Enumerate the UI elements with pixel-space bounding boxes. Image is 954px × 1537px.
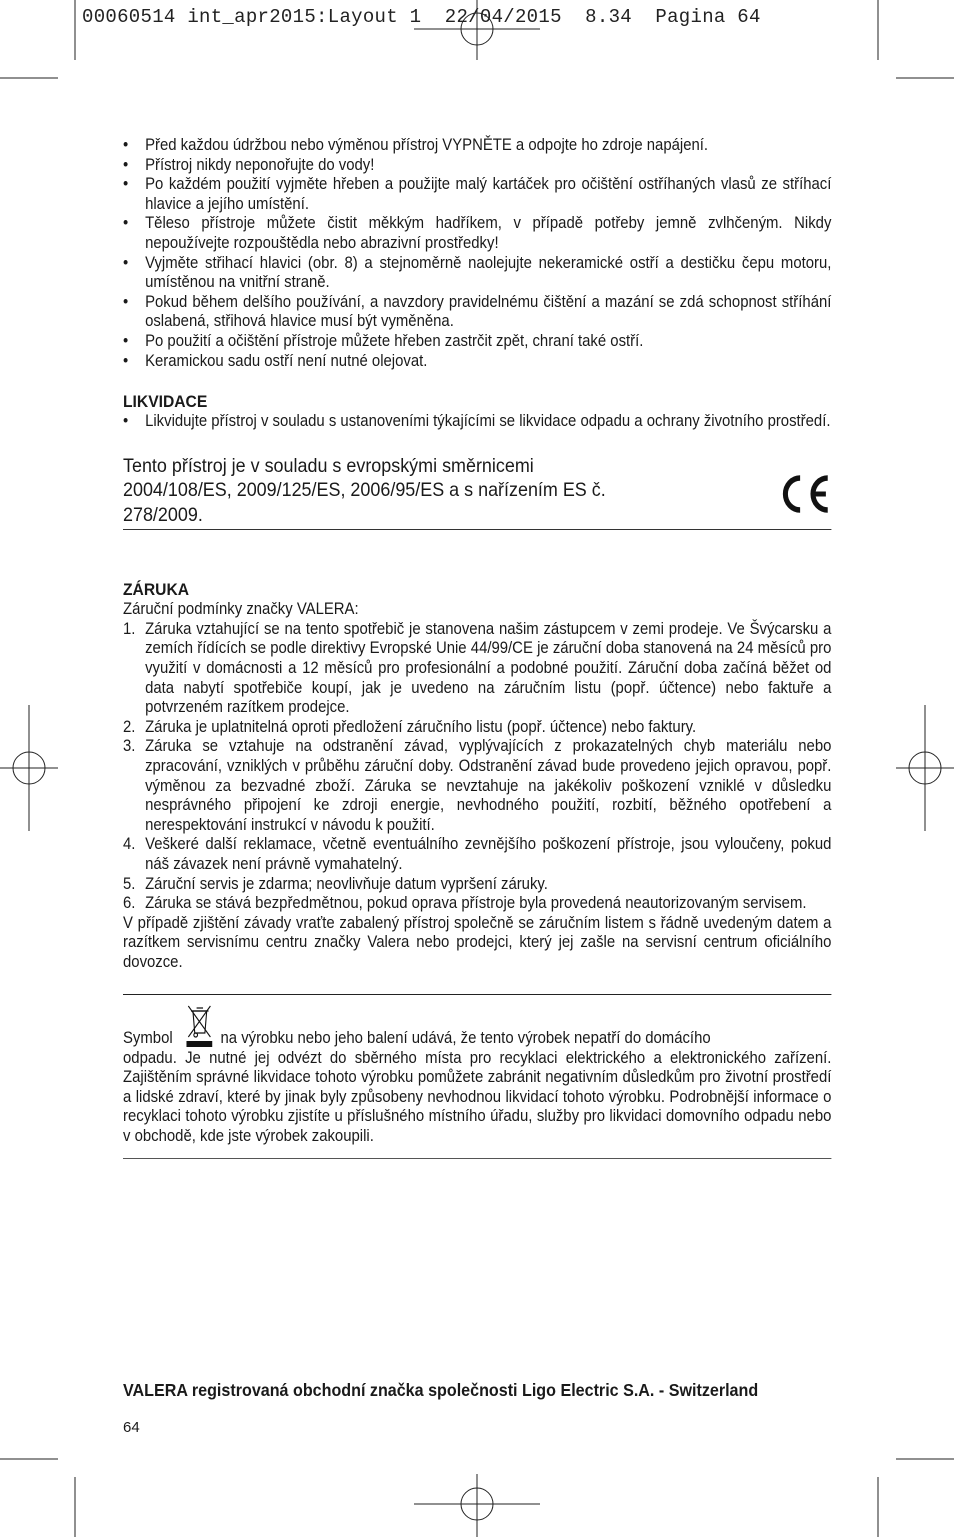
page-number: 64	[123, 1419, 140, 1436]
page-content	[123, 136, 831, 1159]
list-item: 3. Záruka se vztahuje na odstranění závad, vyplývajících z prokazatelných chyb materiálu nebo zpracování, vzniklých v průběhu záruční doby. Odstranění závad bude provedeno jejich opravou, popř. výměnou za bezvadné zboží. Záruka se nevztahuje na jakékoliv poškození vzniklé v důsledku nesprávného připojení ke zdroji energie, nevhodného použití, rozbití, běžného opotřebení a nerespektování instrukcí v návodu k použití.	[123, 737, 832, 834]
zaruka-closing: V případě zjištění závady vraťte zabalený přístroj společně se záručním listem s řádně uvedeným datem a razítkem servisnímu centru značky Valera nebo prodejci, který jej zašle na servisní centrum oficiálního dovozce.	[123, 913, 832, 971]
list-item: • Přístroj nikdy neponořujte do vody!	[123, 156, 831, 176]
weee-first-line	[123, 1003, 831, 1049]
list-item: 1. Záruka vztahující se na tento spotřebič je stanovena našim zástupcem v zemi prodeje. Ve Švýcarsku a zemích řídících se podle direktivy Evropské Unie 44/99/CE je záruční doba stanovená na 24 měsíců pro využití v domácnosti a 12 měsíců pro profesionální a podobné použití. Záruční doba začíná běžet od data nabytí spotřebiče koupí, jak je uvedeno na záručním listu (popř. účtence) nebo faktuře a potvrzeném razítkem prodejce.	[123, 619, 832, 717]
weee-section	[123, 994, 831, 1160]
list-item: 6. Záruka se stává bezpředmětnou, pokud oprava přístroje byla provedená neautorizovaným servisem.	[123, 894, 807, 913]
list-item: • Vyjměte střihací hlavici (obr. 8) a stejnoměrně naolejujte nekeramické ostří a destičku čepu motoru, umístěnou na vnitřní straně.	[123, 254, 831, 293]
ce-mark-icon	[778, 474, 831, 514]
ce-text	[123, 454, 712, 528]
list-item: 2. Záruka je uplatnitelná oproti předložení záručního listu (popř. účtence) nebo faktury.	[123, 717, 697, 736]
list-item: • Těleso přístroje můžete čistit měkkým hadříkem, v případě potřeby jemně zvlhčeným. Nikdy nepoužívejte rozpouštědla nebo abrazivní prostředky!	[123, 214, 831, 253]
zaruka-heading: ZÁRUKA	[123, 580, 190, 600]
weee-text: odpadu. Je nutné jej odvézt do sběrného místa pro recyklaci elektrického a elektronického zařízení. Zajištěním správné likvidace tohoto výrobku pomůžete zabránit negativním důsledkům pro životní prostředí a lidské zdraví, které by jinak byly způsobeny nevhodnou likvidací tohoto výrobku. Podrobnější informace o recyklaci tohoto výrobku zjistíte u příslušného místního úřadu, služby pro likvidaci domovního odpadu nebo v obchodě, kde jste výrobek zakoupili.	[123, 1048, 832, 1145]
print-slug: 00060514 int_apr2015:Layout 1 22/04/2015 8.34 Pagina 64	[82, 6, 761, 28]
zaruka-section	[123, 580, 831, 972]
list-item: 4. Veškeré další reklamace, včetně eventuálního zevnějšího poškození přístroje, jsou vyloučeny, pokud náš závazek není právně vymahatelný.	[123, 835, 832, 873]
list-item: • Po použití a očištění přístroje můžete hřeben zastrčit zpět, chraní také ostří.	[123, 332, 831, 352]
list-item: 5. Záruční servis je zdarma; neovlivňuje datum vypršení záruky.	[123, 874, 548, 893]
list-item: • Po každém použití vyjměte hřeben a použijte malý kartáček pro očištění ostříhaných vlasů ze stříhací hlavice a jejího umístění.	[123, 175, 831, 214]
likvidace-section	[123, 392, 831, 432]
likvidace-list	[123, 412, 831, 432]
list-item: • Před každou údržbou nebo výměnou přístroj VYPNĚTE a odpojte ho zdroje napájení.	[123, 136, 831, 156]
maintenance-list	[123, 136, 831, 371]
zaruka-intro: Záruční podmínky značky VALERA:	[123, 600, 359, 619]
zaruka-list	[123, 620, 831, 914]
ce-line: Tento přístroj je v souladu s evropskými směrnicemi	[123, 454, 534, 477]
list-item: • Pokud během delšího používání, a navzdory pravidelnému čištění a mazání se zdá schopnost stříhání oslabená, střihová hlavice musí být vyměněna.	[123, 293, 831, 332]
symbol-word: Symbol	[123, 1028, 173, 1047]
list-item: • Likvidujte přístroj v souladu s ustanoveními týkajícími se likvidace odpadu a ochrany životního prostředí.	[123, 412, 831, 432]
crossed-bin-icon	[186, 1003, 214, 1049]
weee-after-icon: na výrobku nebo jeho balení udává, že tento výrobek nepatří do domácího	[220, 1028, 711, 1047]
trademark-notice: VALERA registrovaná obchodní značka společnosti Ligo Electric S.A. - Switzerland	[123, 1380, 759, 1400]
ce-line: 278/2009.	[123, 503, 203, 526]
ce-line: 2004/108/ES, 2009/125/ES, 2006/95/ES a s nařízením ES č.	[123, 479, 606, 502]
likvidace-heading: LIKVIDACE	[123, 392, 208, 412]
ce-declaration	[123, 454, 831, 531]
list-item: • Keramickou sadu ostří není nutné olejovat.	[123, 352, 831, 372]
